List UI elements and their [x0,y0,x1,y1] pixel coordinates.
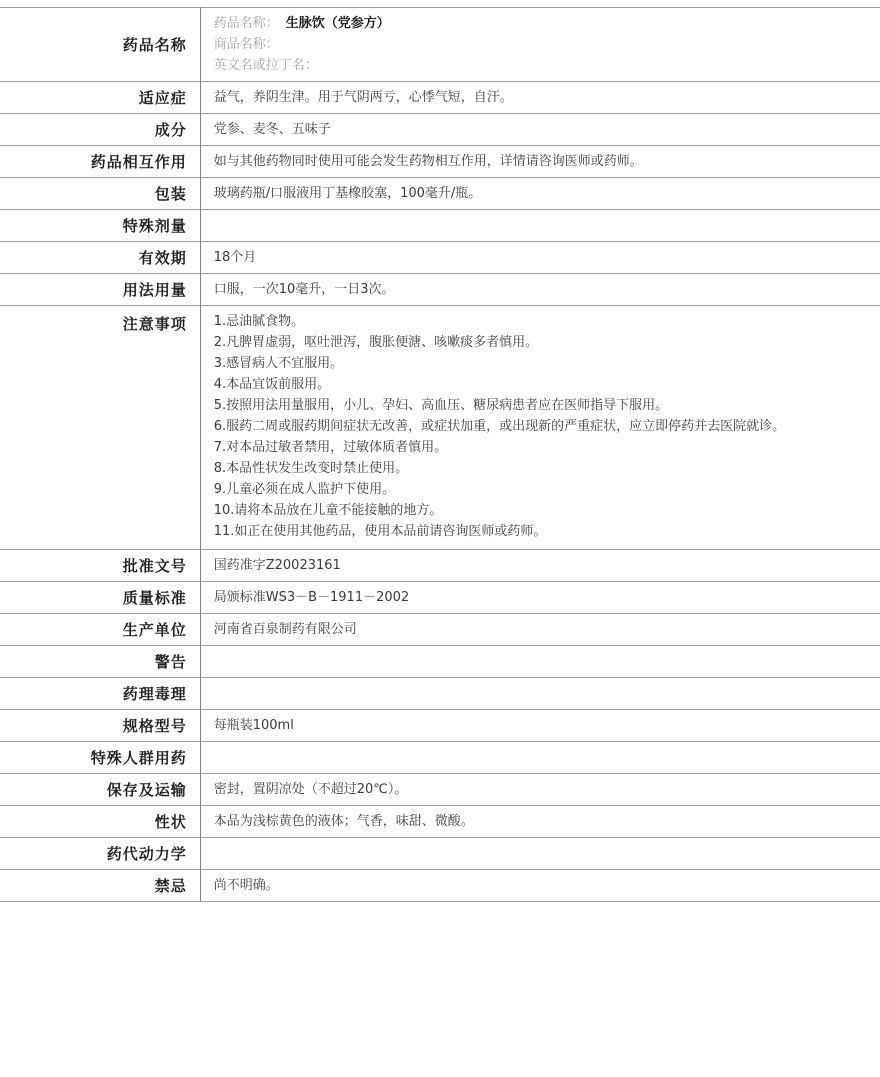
name-field-line [214,34,870,55]
row-value [200,742,880,774]
note-item: 5.按照用法用量服用，小儿、孕妇、高血压、糖尿病患者应在医师指导下服用。 [213,398,669,413]
row-label: 性状 [0,806,200,838]
row-label: 用法用量 [0,274,200,306]
row-value [200,838,880,870]
row-value [200,306,880,550]
row-label: 药理毒理 [0,678,200,710]
table-row [0,82,880,114]
table-row [0,742,880,774]
row-value: 河南省百泉制药有限公司 [200,614,880,646]
row-label: 包装 [0,178,200,210]
row-value [200,678,880,710]
row-value: 密封，置阴凉处（不超过20℃）。 [200,774,880,806]
row-label: 警告 [0,646,200,678]
row-value: 本品为浅棕黄色的液体；气香，味甜、微酸。 [200,806,880,838]
field-key: 商品名称： [213,37,279,52]
drug-name-value: 生脉饮（党参方） [285,16,390,31]
table-row [0,838,880,870]
row-value [200,646,880,678]
row-value: 益气，养阴生津。用于气阴两亏，心悸气短，自汗。 [200,82,880,114]
row-value: 尚不明确。 [200,870,880,902]
note-item: 11.如正在使用其他药品，使用本品前请咨询医师或药师。 [213,524,547,539]
table-row [0,582,880,614]
row-value [200,8,880,82]
row-label: 特殊人群用药 [0,742,200,774]
table-row [0,306,880,550]
row-label: 注意事项 [0,306,200,550]
table-row [0,210,880,242]
row-value: 如与其他药物同时使用可能会发生药物相互作用，详情请咨询医师或药师。 [200,146,880,178]
field-key: 药品名称： [213,16,279,31]
table-row [0,774,880,806]
table-row [0,114,880,146]
note-item: 8.本品性状发生改变时禁止使用。 [213,461,409,476]
note-item: 6.服药二周或服药期间症状无改善，或症状加重，或出现新的严重症状，应立即停药并去医院就诊。 [213,419,786,434]
table-row [0,646,880,678]
note-item: 3.感冒病人不宜服用。 [213,356,344,371]
row-label: 药代动力学 [0,838,200,870]
row-value: 玻璃药瓶/口服液用丁基橡胶塞，100毫升/瓶。 [200,178,880,210]
drug-info-table [0,7,880,902]
table-row [0,274,880,306]
row-value: 18个月 [200,242,880,274]
row-value: 每瓶装100ml [200,710,880,742]
table-row [0,710,880,742]
note-item: 10.请将本品放在儿童不能接触的地方。 [213,503,443,518]
row-label: 适应症 [0,82,200,114]
field-key: 英文名或拉丁名： [213,58,318,73]
table-row [0,146,880,178]
table-body [0,8,880,902]
table-row [0,242,880,274]
row-value [200,210,880,242]
table-row [0,178,880,210]
note-item: 9.儿童必须在成人监护下使用。 [213,482,396,497]
row-label: 禁忌 [0,870,200,902]
table-row [0,678,880,710]
row-value: 党参、麦冬、五味子 [200,114,880,146]
table-row [0,870,880,902]
name-field-line [214,13,870,34]
row-label: 特殊剂量 [0,210,200,242]
note-item: 7.对本品过敏者禁用，过敏体质者慎用。 [213,440,448,455]
row-label: 药品名称 [0,8,200,82]
row-label: 质量标准 [0,582,200,614]
row-value: 局颁标准WS3－B－1911－2002 [200,582,880,614]
row-label: 规格型号 [0,710,200,742]
row-value: 口服，一次10毫升，一日3次。 [200,274,880,306]
note-item: 4.本品宜饭前服用。 [213,377,331,392]
name-field-line [214,55,870,76]
row-label: 药品相互作用 [0,146,200,178]
note-item: 2.凡脾胃虚弱，呕吐泄泻，腹胀便溏、咳嗽痰多者慎用。 [213,335,539,350]
row-value: 国药准字Z20023161 [200,550,880,582]
table-row [0,550,880,582]
row-label: 生产单位 [0,614,200,646]
note-item: 1.忌油腻食物。 [213,314,305,329]
table-row [0,8,880,82]
row-label: 有效期 [0,242,200,274]
table-row [0,614,880,646]
row-label: 保存及运输 [0,774,200,806]
row-label: 批准文号 [0,550,200,582]
row-label: 成分 [0,114,200,146]
table-row [0,806,880,838]
